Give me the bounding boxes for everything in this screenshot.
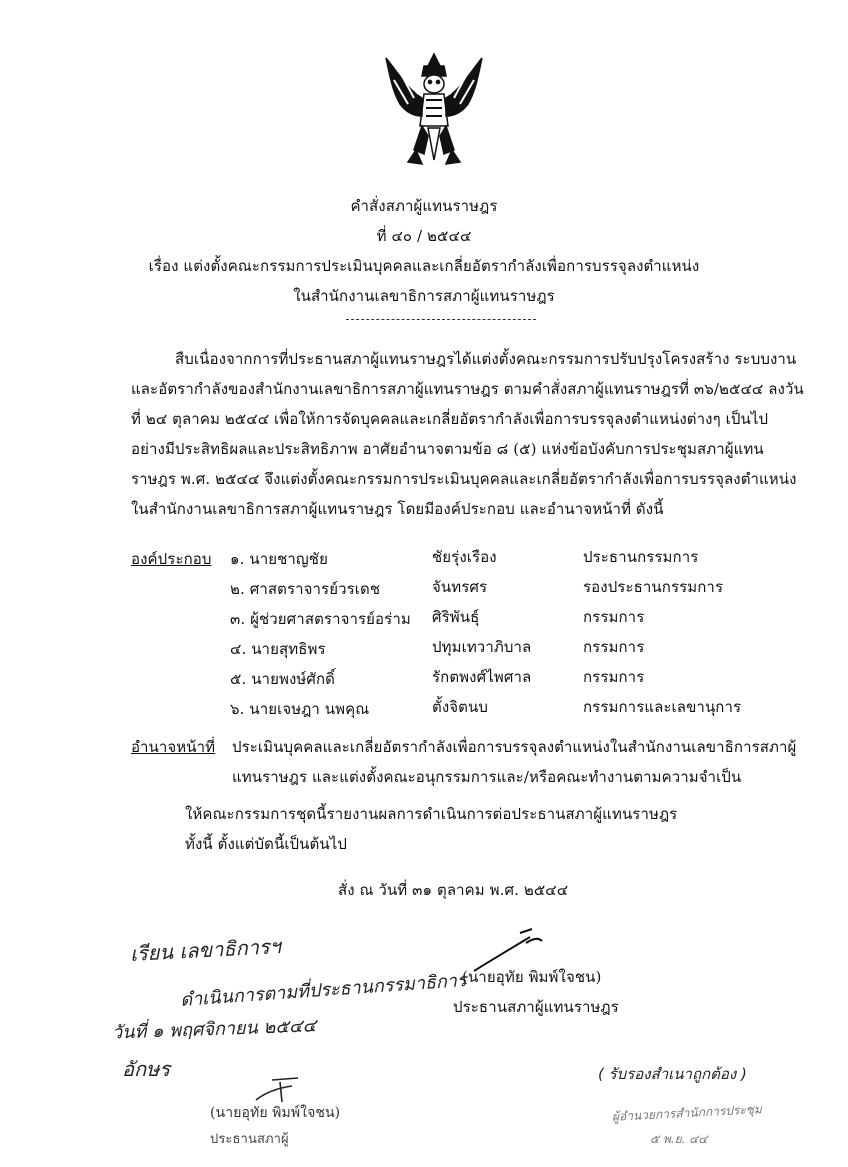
subject-line-1: เรื่อง แต่งตั้งคณะกรรมการประเมินบุคคลและเกลี่ยอัตรากำลังเพื่อการบรรจุลงตำแหน่ง bbox=[148, 257, 700, 275]
member-1-name: ๑. นายชาญชัย bbox=[230, 550, 328, 568]
member-1-role: ประธานกรรมการ bbox=[583, 548, 699, 566]
body-line-4: อย่างมีประสิทธิผลและประสิทธิภาพ อาศัยอำนาจตามข้อ ๘ (๕) แห่งข้อบังคับการประชุมสภาผู้แทน bbox=[131, 440, 764, 458]
handwritten-note-2: ดำเนินการตามที่ประธานกรรมาธิการ bbox=[179, 970, 468, 1011]
member-4-role: กรรมการ bbox=[583, 638, 645, 656]
member-4-surname: ปทุมเทวาภิบาล bbox=[432, 638, 532, 656]
body-line-3: ที่ ๒๔ ตุลาคม ๒๕๔๔ เพื่อให้การจัดบุคคลและเกลี่ยอัตรากำลังเพื่อการบรรจุลงตำแหน่งต่างๆ เป็นไป bbox=[131, 410, 769, 428]
body-line-5: ราษฎร พ.ศ. ๒๕๔๔ จึงแต่งตั้งคณะกรรมการประเมินบุคคลและเกลี่ยอัตรากำลังเพื่อการบรรจุลงตำแหน่ง bbox=[131, 470, 797, 488]
member-5-surname: รักตพงศ์ไพศาล bbox=[432, 668, 532, 686]
member-5-role: กรรมการ bbox=[583, 668, 645, 686]
member-6-surname: ตั้งจิตนบ bbox=[432, 698, 488, 716]
title-divider bbox=[346, 319, 536, 320]
member-6-role: กรรมการและเลขานุการ bbox=[583, 698, 742, 716]
copy-signature bbox=[252, 1072, 312, 1106]
member-5-name: ๕. นายพงษ์ศักดิ์ bbox=[230, 670, 335, 688]
certified-copy-note: ( รับรองสำเนาถูกต้อง ) bbox=[598, 1065, 747, 1083]
member-3-role: กรรมการ bbox=[583, 608, 645, 626]
copy-signatory-position: ประธานสภาผู้ bbox=[210, 1132, 289, 1147]
composition-label: องค์ประกอบ bbox=[131, 550, 212, 568]
duties-line-1: ประเมินบุคคลและเกลี่ยอัตรากำลังเพื่อการบรรจุลงตำแหน่งในสำนักงานเลขาธิการสภาผู้ bbox=[232, 738, 797, 756]
member-6-name: ๖. นายเจษฎา นพคุณ bbox=[230, 700, 370, 718]
member-1-surname: ชัยรุ่งเรือง bbox=[432, 548, 497, 566]
duties-label: อำนาจหน้าที่ bbox=[131, 738, 216, 756]
duties-line-2: แทนราษฎร และแต่งตั้งคณะอนุกรรมการและ/หรือคณะทำงานตามความจำเป็น bbox=[232, 768, 742, 786]
handwritten-note-1: เรียน เลขาธิการฯ bbox=[129, 934, 282, 966]
member-3-surname: ศิริพันธุ์ bbox=[432, 608, 480, 626]
body-line-1: สืบเนื่องจากการที่ประธานสภาผู้แทนราษฎรได้แต่งตั้งคณะกรรมการปรับปรุงโครงสร้าง ระบบงาน bbox=[175, 350, 797, 368]
member-2-role: รองประธานกรรมการ bbox=[583, 578, 724, 596]
garuda-emblem bbox=[378, 50, 490, 170]
copy-signatory-name: (นายอุทัย พิมพ์ใจชน) bbox=[210, 1105, 341, 1121]
member-2-name: ๒. ศาสตราจารย์วรเดช bbox=[230, 580, 381, 598]
member-2-surname: จันทรศร bbox=[432, 578, 488, 596]
handwritten-note-6: ผู้อำนวยการสำนักการประชุม bbox=[611, 1102, 763, 1124]
member-3-name: ๓. ผู้ช่วยศาสตราจารย์อร่าม bbox=[230, 610, 411, 628]
handwritten-note-7: ๕ พ.ย. ๔๔ bbox=[650, 1132, 708, 1146]
subject-line-2: ในสำนักงานเลขาธิการสภาผู้แทนราษฎร bbox=[293, 287, 555, 305]
order-date: สั่ง ณ วันที่ ๓๑ ตุลาคม พ.ศ. ๒๕๔๔ bbox=[338, 881, 569, 899]
signatory-position: ประธานสภาผู้แทนราษฎร bbox=[453, 998, 619, 1016]
handwritten-note-4: อักษร bbox=[122, 1057, 171, 1081]
body-line-2: และอัตรากำลังของสำนักงานเลขาธิการสภาผู้แทนราษฎร ตามคำสั่งสภาผู้แทนราษฎรที่ ๓๖/๒๕๔๔ ลงวัน bbox=[131, 380, 804, 398]
body-line-6: ในสำนักงานเลขาธิการสภาผู้แทนราษฎร โดยมีองค์ประกอบ และอำนาจหน้าที่ ดังนี้ bbox=[131, 500, 664, 518]
member-4-name: ๔. นายสุทธิพร bbox=[230, 640, 326, 658]
handwritten-note-3: วันที่ ๑ พฤศจิกายน ๒๕๔๔ bbox=[111, 1015, 317, 1044]
order-title: คำสั่งสภาผู้แทนราษฎร bbox=[350, 197, 498, 215]
closing-line-2: ทั้งนี้ ตั้งแต่บัดนี้เป็นต้นไป bbox=[185, 835, 347, 853]
closing-line-1: ให้คณะกรรมการชุดนี้รายงานผลการดำเนินการต่อประธานสภาผู้แทนราษฎร bbox=[185, 805, 678, 823]
order-number: ที่ ๔๐ / ๒๕๔๔ bbox=[376, 227, 472, 245]
signatory-name: (นายอุทัย พิมพ์ใจชน) bbox=[462, 968, 602, 986]
